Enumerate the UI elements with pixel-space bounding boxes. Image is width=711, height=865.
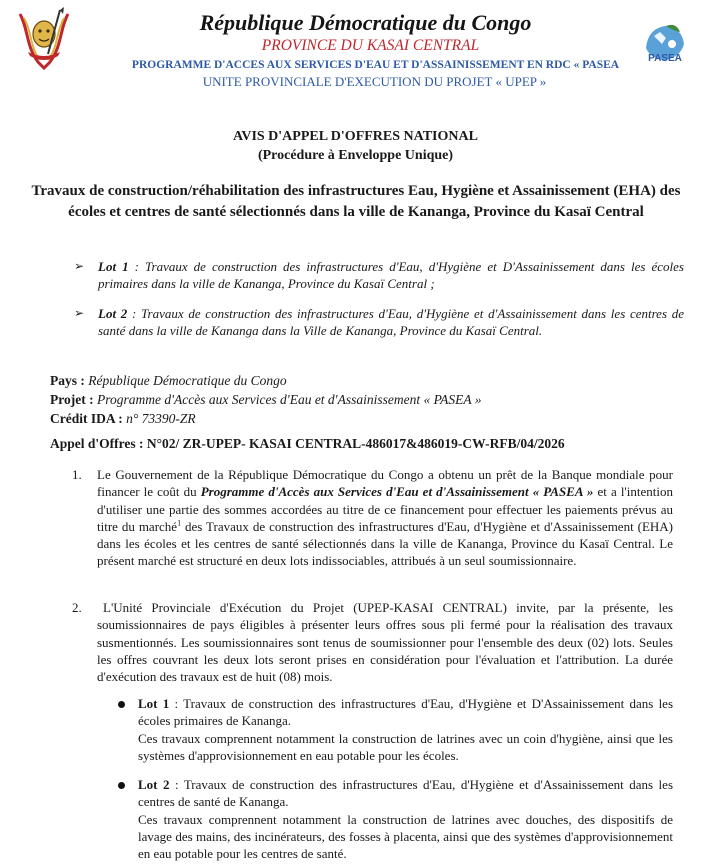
- bullet-icon: [118, 701, 125, 708]
- paragraph-number: 2.: [72, 600, 82, 615]
- lot-summary-1: [74, 258, 684, 292]
- footnote-ref: 1: [177, 518, 182, 528]
- info-appel: Appel d'Offres : N°02/ ZR-UPEP- KASAI CENTRAL-486017&486019-CW-RFB/04/2026: [50, 436, 565, 451]
- letterhead: [0, 10, 711, 90]
- province-name: PROVINCE DU KASAI CENTRAL: [261, 37, 480, 54]
- lot-text: : Travaux de construction des infrastructures d'Eau, d'Hygiène et D'Assainissement dans les écoles primaires dans la ville de Kananga, Province du Kasaï Central ;: [98, 259, 684, 291]
- lot-summary-2: [74, 305, 684, 339]
- unit-name: UNITE PROVINCIALE D'EXECUTION DU PROJET « UPEP »: [202, 74, 547, 89]
- info-pays: Pays : République Démocratique du Congo: [50, 373, 287, 388]
- arrow-bullet-icon: ➢: [74, 259, 85, 273]
- paragraph-number: 1.: [72, 467, 82, 482]
- notice-subject: Travaux de construction/réhabilitation des infrastructures Eau, Hygiène et Assainissement (EHA) des écoles et centres de santé sélectionnés dans la ville de Kananga, Province du Kasaï Central: [31, 183, 681, 220]
- bullet-icon: [118, 782, 125, 789]
- pasea-logo-text: PASEA: [648, 53, 682, 64]
- notice-subtitle: (Procédure à Enveloppe Unique): [257, 148, 454, 163]
- arrow-bullet-icon: ➢: [74, 306, 85, 320]
- programme-name: PROGRAMME D'ACCES AUX SERVICES D'EAU ET D'ASSAINISSEMENT EN RDC « PASEA: [131, 59, 620, 71]
- lot-label: Lot 2: [98, 306, 128, 321]
- lot-detail-1: Lot 1 : Travaux de construction des infrastructures d'Eau, d'Hygiène et D'Assainissement dans les écoles primaires de Kananga. Ces travaux comprennent notamment la construction de latrines avec un coin d'hygiène, ainsi que les systèmes d'approvisionnement en eau potable pour les écoles.: [138, 696, 674, 763]
- lot-label: Lot 1: [98, 259, 129, 274]
- notice-title: AVIS D'APPEL D'OFFRES NATIONAL: [233, 129, 478, 144]
- paragraph-2: L'Unité Provinciale d'Exécution du Projet (UPEP-KASAI CENTRAL) invite, par la présente, les soumissionnaires de pays éligibles à présenter leurs offres sous pli fermé pour la réalisation des travaux susmentionnés. Les soumissionnaires sont tenus de soumissionner pour l'ensemble des deux (02) lots. Seules les offres couvrant les deux lots seront prises en considération pour l'évaluation et l'attribution. La durée d'exécution des travaux est de huit (08) mois.: [97, 600, 673, 685]
- lot-detail-2: Lot 2 : Travaux de construction des infrastructures d'Eau, d'Hygiène et d'Assainissement dans les centres de santé de Kananga. Ces travaux comprennent notamment la construction de latrines avec douches, des dispositifs de lavage des mains, des incinérateurs, des fosses à placenta, ainsi que des systèmes d'approvisionnement en eau potable pour les centres de santé.: [138, 777, 674, 862]
- country-name: République Démocratique du Congo: [199, 10, 532, 35]
- info-credit: Crédit IDA : n° 73390-ZR: [50, 411, 196, 426]
- paragraph-1: Le Gouvernement de la République Démocratique du Congo a obtenu un prêt de la Banque mondiale pour financer le coût du Programme d'Accès aux Services d'Eau et d'Assainissement « PASEA » et a l'intention d'utiliser une partie des sommes accordées au titre de ce financement pour effectuer les paiements prévus au titre du marché$^1$ des Travaux de construction des infrastructures d'Eau, d'Hygiène et d'Assainissement (EHA) dans les écoles et les centres de santé sélectionnés dans la ville de Kananga, Province du Kasaï Central. Le présent marché est structuré en deux lots indissociables, attribués à un seul soumissionnaire.: [97, 467, 674, 569]
- info-projet: Projet : Programme d'Accès aux Services d'Eau et d'Assainissement « PASEA »: [50, 392, 482, 407]
- lot-text: : Travaux de construction des infrastructures d'Eau, d'Hygiène et d'Assainissement dans les centres de santé dans la ville de Kananga dans la Ville de Kananga, Province du Kasaï Central.: [98, 306, 684, 338]
